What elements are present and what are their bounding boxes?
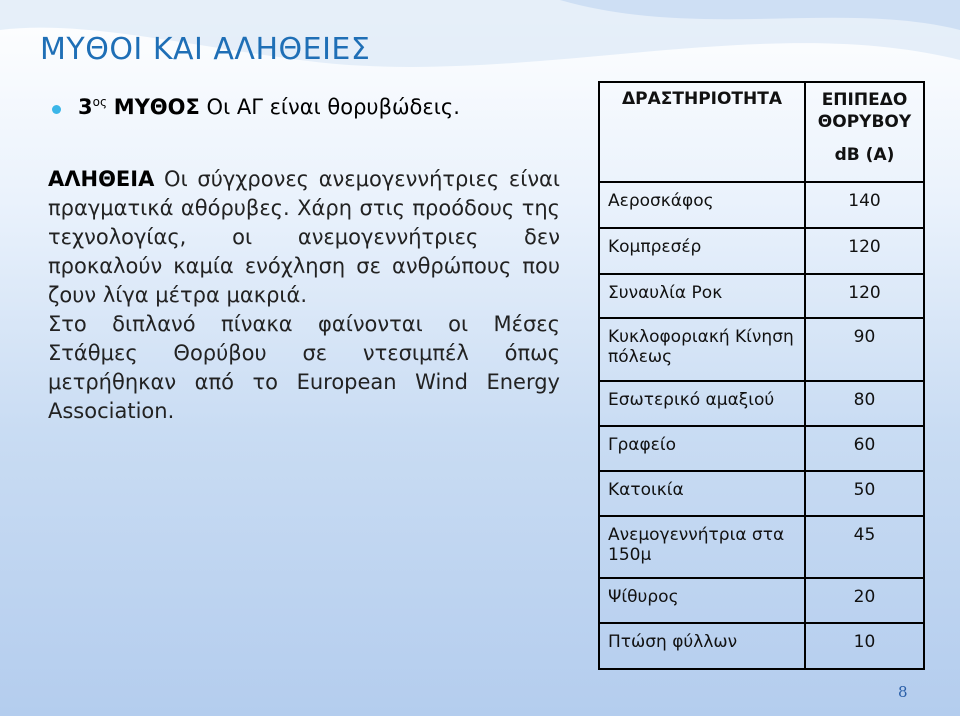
table-row: [599, 426, 924, 471]
noise-level-cell: 90: [805, 318, 924, 381]
activity-cell: Εσωτερικό αμαξιού: [599, 381, 805, 426]
table-row: [599, 228, 924, 274]
table-row: [599, 516, 924, 578]
header-noise-level: [805, 82, 924, 182]
table-row: [599, 623, 924, 669]
header-activity: ΔΡΑΣΤΗΡΙΟΤΗΤΑ: [599, 82, 805, 182]
activity-cell: Γραφείο: [599, 426, 805, 471]
noise-level-cell: 80: [805, 381, 924, 426]
bullet-icon: [52, 105, 61, 114]
table-row: [599, 471, 924, 516]
table-intro-text: Στο διπλανό πίνακα φαίνονται οι Μέσες Στάθμες Θορύβου σε ντεσιμπέλ όπως μετρήθηκαν από το European Wind Energy Association.: [48, 312, 560, 423]
noise-level-cell: 120: [805, 228, 924, 274]
myth-ordinal-suffix: ος: [92, 95, 108, 109]
noise-level-cell: 120: [805, 274, 924, 318]
table-row: [599, 578, 924, 623]
myth-label: ΜΥΘΟΣ: [113, 95, 200, 119]
activity-cell: Κομπρεσέρ: [599, 228, 805, 274]
activity-cell: Ψίθυρος: [599, 578, 805, 623]
truth-block: [48, 165, 560, 310]
table-row: [599, 318, 924, 381]
noise-level-table: [598, 81, 925, 670]
header-unit-label: dB (A): [834, 145, 895, 165]
myth-number: 3: [78, 95, 93, 119]
noise-level-cell: 140: [805, 182, 924, 228]
slide-title: ΜΥΘΟΙ ΚΑΙ ΑΛΗΘΕΙΕΣ: [40, 32, 371, 67]
myth-text: Οι ΑΓ είναι θορυβώδεις.: [199, 95, 460, 119]
noise-level-cell: 60: [805, 426, 924, 471]
truth-label: ΑΛΗΘΕΙΑ: [48, 167, 155, 191]
header-level-label: ΕΠΙΠΕΔΟ ΘΟΡΥΒΟΥ: [817, 90, 912, 132]
myth-bullet: [78, 95, 460, 119]
table-row: [599, 274, 924, 318]
table-header-row: [599, 82, 924, 182]
page-number: 8: [898, 683, 908, 701]
noise-level-cell: 45: [805, 516, 924, 578]
noise-level-cell: 10: [805, 623, 924, 669]
activity-cell: Αεροσκάφος: [599, 182, 805, 228]
noise-level-cell: 50: [805, 471, 924, 516]
table-row: [599, 381, 924, 426]
activity-cell: Κυκλοφοριακή Κίνηση πόλεως: [599, 318, 805, 381]
activity-cell: Κατοικία: [599, 471, 805, 516]
activity-cell: Πτώση φύλλων: [599, 623, 805, 669]
activity-cell: Συναυλία Ροκ: [599, 274, 805, 318]
noise-level-cell: 20: [805, 578, 924, 623]
table-row: [599, 182, 924, 228]
truth-paragraph: [48, 165, 560, 426]
truth-text: Οι σύγχρονες ανεμογεννήτριες είναι πραγματικά αθόρυβες. Χάρη στις προόδους της τεχνολογίας, οι ανεμογεννήτριες δεν προκαλούν καμία ενόχληση σε ανθρώπους που ζουν λίγα μέτρα μακριά.: [48, 167, 560, 307]
activity-cell: Ανεμογεννήτρια στα 150μ: [599, 516, 805, 578]
